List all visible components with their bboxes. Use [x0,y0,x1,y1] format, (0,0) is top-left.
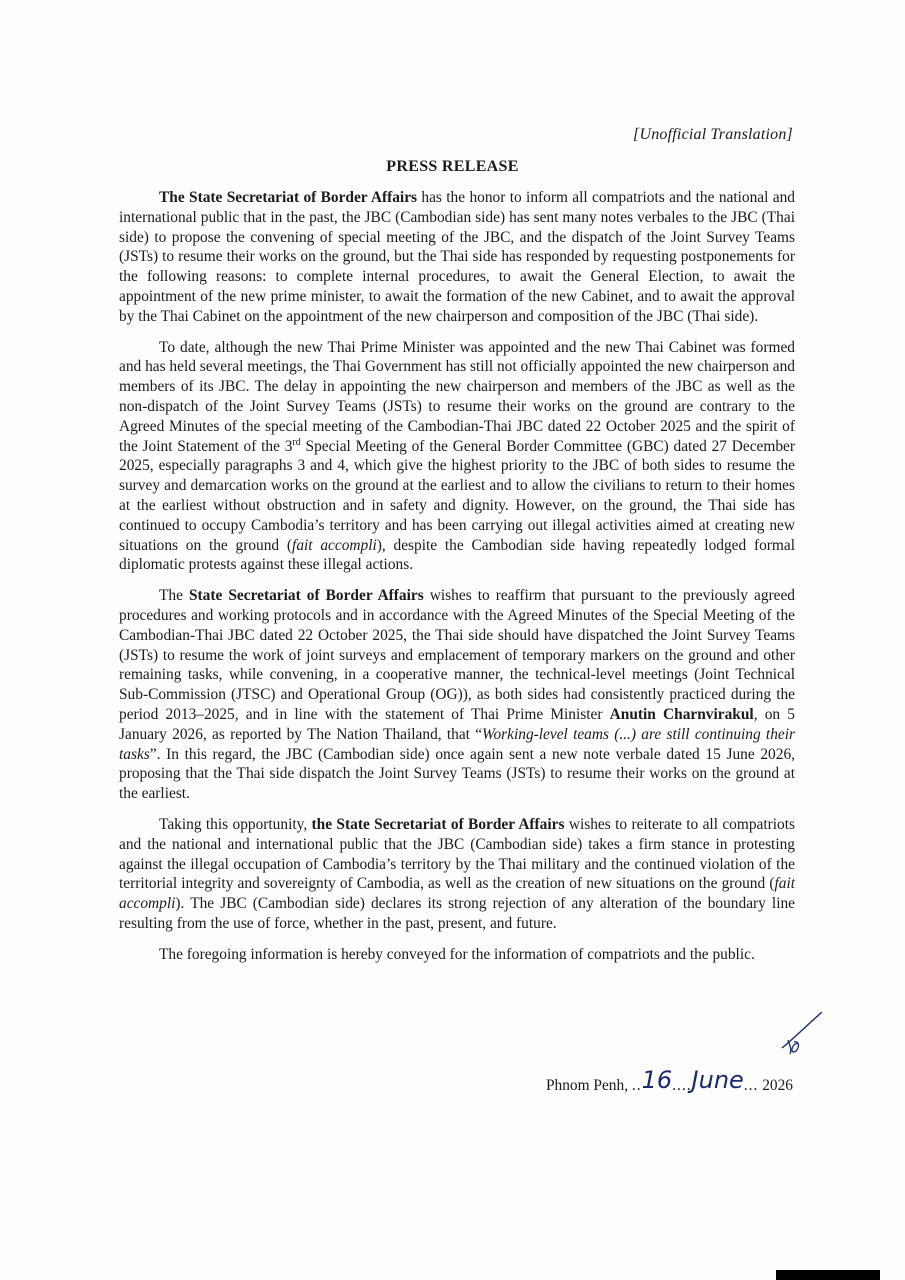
issuer-name: the State Secretariat of Border Affairs [311,815,565,833]
paragraph-4-text-a: Taking this opportunity, [159,815,312,833]
paragraph-2-text-a: To date, although the new Thai Prime Minister was appointed and the new Thai Cabinet was formed and has held several meetings, the Thai Government has still not officially appointed the new chairperson and members of its JBC. The delay in appointing the new chairperson and members of the JBC as well as the non-dispatch of the Joint Survey Teams (JSTs) to resume their works on the ground are contrary to the Agreed Minutes of the special meeting of the Cambodian-Thai JBC dated 22 October 2025 and the spirit of the Joint Statement of the 3 [119,338,796,455]
paragraph-3 [119,586,795,804]
dateline-dots: .... [672,1077,692,1094]
quoted-statement: Working-level teams (...) are still continuing their tasks [119,725,796,763]
paragraph-4-text-c: ). The JBC (Cambodian side) declares its strong rejection of any alteration of the boundary line resulting from the use of force, whether in the past, present, and future. [119,895,795,932]
ordinal-suffix: rd [292,436,301,448]
handwritten-day: 16 [641,1066,673,1094]
dateline-year: 2026 [758,1077,793,1094]
fait-accompli-term: fait accompli [292,536,377,554]
paragraph-2-text-b: Special Meeting of the General Border Committee (GBC) dated 27 December 2025, especially paragraphs 3 and 4, which give the highest priority to the JBC of both sides to resume the survey and demarcation works on the ground at the earliest and to allow the civilians to return to their homes at the earliest without obstruction and in safety and dignity. However, on the ground, the Thai side has continued to occupy Cambodia’s territory and has been carrying out illegal activities aimed at creating new situations on the ground ( [119,437,795,554]
fait-accompli-term: fait accompli [119,875,795,913]
paragraph-3-text-a: The [159,587,189,605]
dateline-place: Phnom Penh, [545,1077,632,1094]
page-title: PRESS RELEASE [386,158,519,175]
paragraph-4 [119,815,795,934]
footer-bar [776,1270,880,1280]
unofficial-translation-note: [Unofficial Translation] [633,126,793,143]
issuer-name: The State Secretariat of Border Affairs [159,189,418,206]
paragraph-1-text: has the honor to inform all compatriots and the national and international public that in the past, the JBC (Cambodian side) has sent many notes verbales to the JBC (Thai side) to propose the convening of special meeting of the JBC, and the dispatch of the Joint Survey Teams (JSTs) to resume their works on the ground, but the Thai side has responded by requesting postponements for the following reasons: to complete internal procedures, to await the General Election, to await the appointment of the new prime minister, to await the formation of the new Cabinet, and to await the approval by the Thai Cabinet on the appointment of the new chairperson and composition of the JBC (Thai side). [119,189,795,325]
paragraph-2-text-c: ), despite the Cambodian side having repeatedly lodged formal diplomatic protests against these illegal actions. [119,536,795,574]
paragraph-3-text-d: ”. In this regard, the JBC (Cambodian side) once again sent a new note verbale dated 15 June 2026, proposing that the Thai side dispatch the Joint Survey Teams (JSTs) to resume their works on the ground at the earliest. [119,745,795,803]
press-release-body [119,188,795,964]
initial-signature-mark [778,1010,826,1056]
paragraph-3-text-c: , on 5 January 2026, as reported by The Nation Thailand, that “ [119,705,795,743]
handwritten-month: June [691,1066,744,1094]
issuer-name: State Secretariat of Border Affairs [188,587,424,605]
dateline [546,1066,793,1095]
paragraph-4-text-b: wishes to reiterate to all compatriots and the national and international public that the JBC (Cambodian side) takes a firm stance in protesting against the illegal occupation of Cambodia’s territory by the Thai military and the continued violation of the territorial integrity and sovereignty of Cambodia, as well as the creation of new situations on the ground ( [119,815,796,893]
dateline-dots: .. [631,1077,642,1094]
paragraph-5: The foregoing information is hereby conveyed for the information of compatriots and the public. [159,945,755,963]
paragraph-1 [119,188,795,327]
dateline-dots: ... [743,1077,759,1094]
paragraph-3-text-b: wishes to reaffirm that pursuant to the previously agreed procedures and working protocols and in accordance with the Agreed Minutes of the Special Meeting of the Cambodian-Thai JBC dated 22 October 2025, the Thai side should have dispatched the Joint Survey Teams (JSTs) to resume the work of joint surveys and emplacement of temporary markers on the ground and other remaining tasks, while convening, in a cooperative manner, the technical-level meetings (Joint Technical Sub-Commission (JTSC) and Operational Group (OG)), as both sides had consistently practiced during the period 2013–2025, and in line with the statement of Thai Prime Minister [119,587,795,723]
paragraph-2 [119,338,795,576]
prime-minister-name: Anutin Charnvirakul [609,705,754,723]
